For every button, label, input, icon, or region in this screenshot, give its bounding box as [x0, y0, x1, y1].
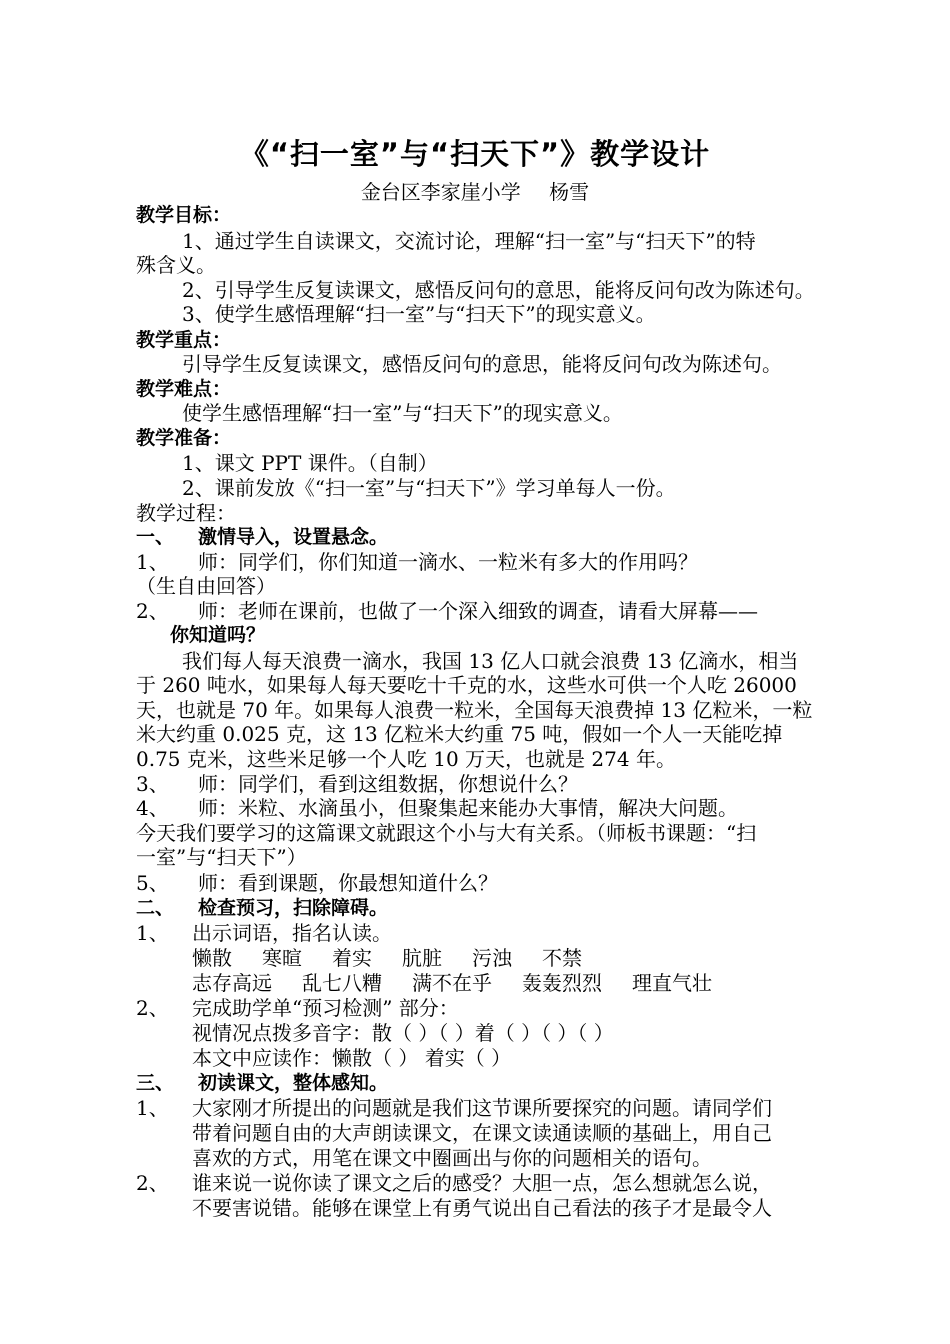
goal-2: 2、引导学生反复读课文，感悟反问句的意思，能将反问句改为陈述句。 — [182, 278, 815, 302]
word: 理直气壮 — [632, 971, 712, 995]
section-1-number: 一、 — [136, 526, 175, 548]
word: 不禁 — [542, 946, 582, 970]
section-1-heading — [136, 525, 388, 549]
goal-1: 1、通过学生自读课文，交流讨论，理解“扫一室”与“扫天下”的特 — [182, 229, 756, 253]
word: 寒暄 — [262, 946, 302, 970]
word: 肮脏 — [402, 946, 442, 970]
word: 乱七八糟 — [302, 971, 382, 995]
process-heading: 教学过程： — [136, 501, 236, 525]
section-2-item-2 — [136, 996, 459, 1020]
section-1-item-4 — [136, 796, 738, 820]
item-text: 师：老师在课前，也做了一个深入细致的调查，请看大屏幕—— — [198, 599, 758, 623]
difficulty-heading: 教学难点： — [136, 378, 232, 400]
word: 着实 — [332, 946, 372, 970]
item-number: 2、 — [136, 996, 169, 1020]
item-number: 4、 — [136, 796, 169, 820]
section-3-heading — [136, 1071, 388, 1095]
word-row-2 — [192, 971, 712, 995]
word: 污浊 — [472, 946, 512, 970]
difficulty-text: 使学生感悟理解“扫一室”与“扫天下”的现实意义。 — [182, 401, 623, 425]
section-1-item-5 — [136, 871, 498, 895]
item-text: 师：同学们，看到这组数据，你想说什么？ — [198, 772, 578, 796]
word: 满不在乎 — [412, 971, 492, 995]
polyphone-line: 视情况点拨多音字：散（ ）（ ）着（ ）（ ）（ ） — [192, 1021, 614, 1045]
paragraph-line: 天，也就是 70 年。如果每人浪费一粒米，全国每天浪费掉 13 亿粒米，一粒 — [136, 698, 813, 722]
section-3-item-1-cont2: 喜欢的方式，用笔在课文中圈画出与你的问题相关的语句。 — [192, 1146, 712, 1170]
section-1-item-4-cont: 今天我们要学习的这篇课文就跟这个小与大有关系。（师板书课题：“扫 — [136, 821, 757, 845]
section-1-title: 激情导入，设置悬念。 — [198, 526, 389, 548]
section-3-item-1-cont: 带着问题自由的大声朗读课文，在课文读通读顺的基础上，用自己 — [192, 1121, 772, 1145]
did-you-know: 你知道吗？ — [170, 624, 266, 646]
paragraph-line: 米大约重 0.025 克，这 13 亿粒米大约重 75 吨，假如一个人一天能吃掉 — [136, 722, 783, 746]
item-text: 大家刚才所提出的问题就是我们这节课所要探究的问题。请同学们 — [192, 1096, 772, 1120]
section-3-item-2 — [136, 1171, 772, 1195]
word: 轰轰烈烈 — [522, 971, 602, 995]
author-line: 金台区李家崖小学 杨雪 — [360, 180, 590, 204]
item-number: 5、 — [136, 871, 169, 895]
section-3-title: 初读课文，整体感知。 — [198, 1072, 389, 1094]
section-1-item-2 — [136, 599, 758, 623]
section-2-heading — [136, 896, 388, 920]
paragraph-line: 0.75 克米，这些米足够一个人吃 10 万天，也就是 274 年。 — [136, 747, 676, 771]
section-3-item-1 — [136, 1096, 772, 1120]
reading-line: 本文中应读作：懒散（ ） 着实（ ） — [192, 1046, 512, 1070]
word-row-1 — [192, 946, 582, 970]
prep-heading: 教学准备： — [136, 427, 232, 449]
item-number: 2、 — [136, 599, 169, 623]
item-text: 出示词语，指名认读。 — [192, 921, 392, 945]
section-1-item-1-cont: （生自由回答） — [136, 574, 276, 598]
section-3-item-2-cont: 不要害说错。能够在课堂上有勇气说出自己看法的孩子才是最令人 — [192, 1196, 772, 1220]
goal-3: 3、使学生感悟理解“扫一室”与“扫天下”的现实意义。 — [182, 302, 656, 326]
section-2-item-1 — [136, 921, 392, 945]
item-text: 谁来说一说你读了课文之后的感受？大胆一点，怎么想就怎么说， — [192, 1171, 772, 1195]
section-2-number: 二、 — [136, 897, 175, 919]
item-text: 师：米粒、水滴虽小，但聚集起来能办大事情，解决大问题。 — [198, 796, 738, 820]
item-text: 师：看到课题，你最想知道什么？ — [198, 871, 498, 895]
item-text: 完成助学单“预习检测” 部分： — [192, 996, 459, 1020]
item-number: 1、 — [136, 550, 169, 574]
goals-heading: 教学目标： — [136, 204, 232, 226]
goal-1-cont: 殊含义。 — [136, 253, 216, 277]
item-number: 2、 — [136, 1171, 169, 1195]
section-2-title: 检查预习，扫除障碍。 — [198, 897, 389, 919]
prep-1: 1、课文 PPT 课件。（自制） — [182, 451, 438, 475]
paragraph-line: 于 260 吨水，如果每人每天要吃十千克的水，这些水可供一个人吃 26000 — [136, 673, 797, 697]
word: 志存高远 — [192, 971, 272, 995]
section-1-item-4-cont2: 一室”与“扫天下”） — [136, 845, 307, 869]
paragraph-line: 我们每人每天浪费一滴水，我国 13 亿人口就会浪费 13 亿滴水，相当 — [182, 649, 799, 673]
item-text: 师：同学们，你们知道一滴水、一粒米有多大的作用吗？ — [198, 550, 698, 574]
section-1-item-1 — [136, 550, 698, 574]
document-title: 《“扫一室”与“扫天下”》教学设计 — [239, 137, 711, 171]
item-number: 3、 — [136, 772, 169, 796]
prep-2: 2、课前发放《“扫一室”与“扫天下”》学习单每人一份。 — [182, 476, 676, 500]
section-1-item-3 — [136, 772, 578, 796]
word: 懒散 — [192, 946, 232, 970]
key-text: 引导学生反复读课文，感悟反问句的意思，能将反问句改为陈述句。 — [182, 352, 782, 376]
item-number: 1、 — [136, 921, 169, 945]
key-heading: 教学重点： — [136, 329, 232, 351]
section-3-number: 三、 — [136, 1072, 175, 1094]
item-number: 1、 — [136, 1096, 169, 1120]
